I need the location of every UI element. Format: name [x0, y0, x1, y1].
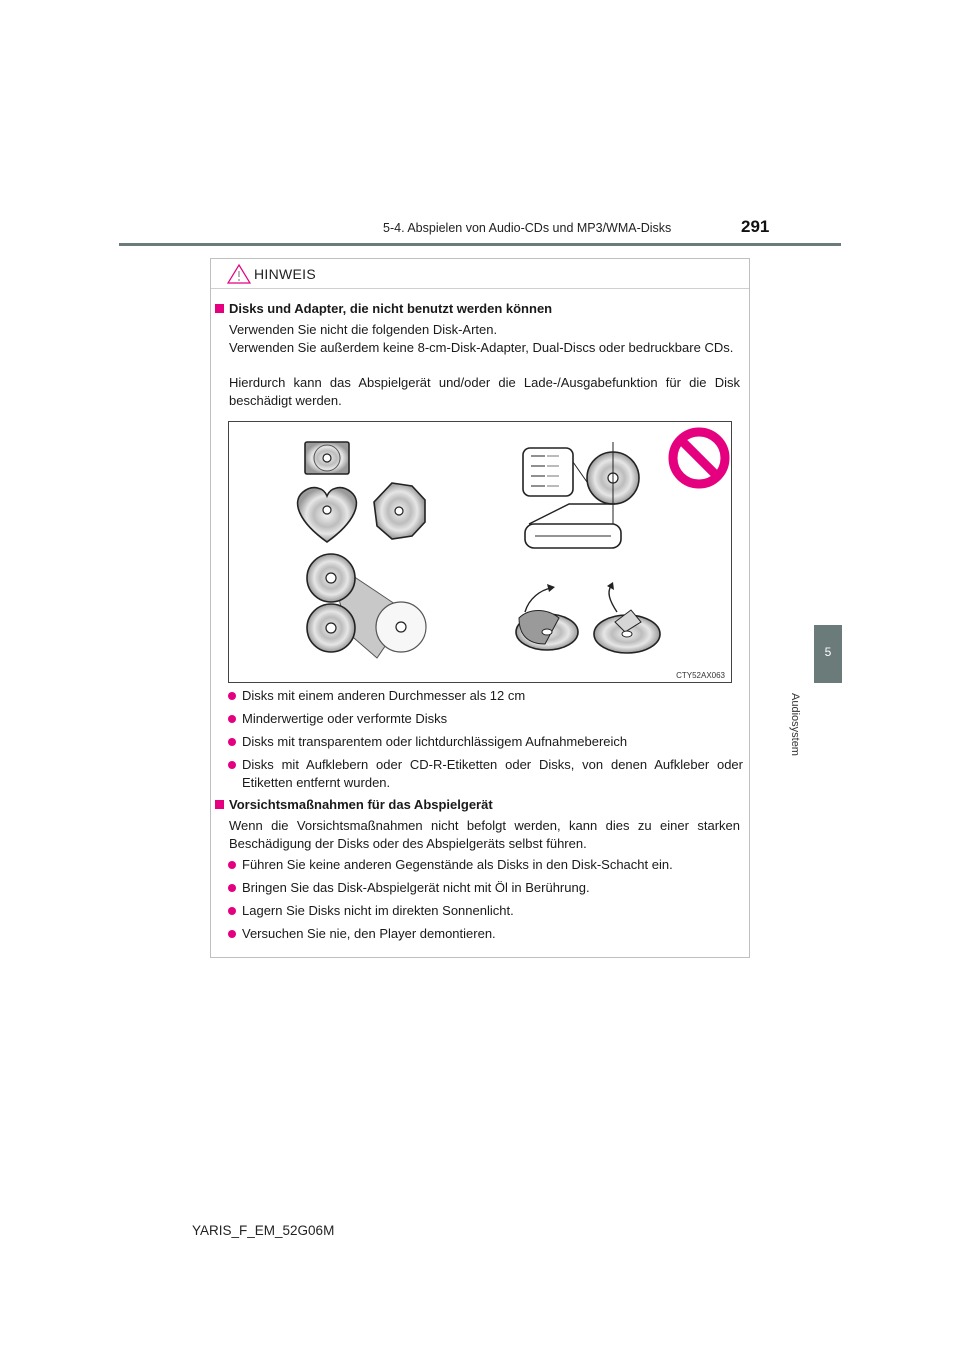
section1-paragraph2: Verwenden Sie außerdem keine 8-cm-Disk-Adapter, Dual-Discs oder bedruckbare CDs. [229, 340, 734, 355]
chapter-label-text: Audiosystem [789, 693, 801, 756]
section2-bullet-4: Versuchen Sie nie, den Player demontieren. [242, 926, 496, 941]
section1-bullet-4: Disks mit Aufklebern oder CD-R-Etiketten oder Disks, von denen Aufkleber oder Etiketten entfernt wurden. [242, 757, 743, 790]
bullet-dot [228, 692, 236, 700]
page-number: 291 [741, 217, 770, 236]
section-marker-square [215, 304, 224, 313]
section1-paragraph1: Verwenden Sie nicht die folgenden Disk-Arten. [229, 322, 498, 337]
section1-bullet-1: Disks mit einem anderen Durchmesser als 12 cm [242, 688, 526, 703]
disk-with-peeled-label-icon [594, 582, 660, 653]
bullet-dot [228, 930, 236, 938]
section2-paragraph: Wenn die Vorsichtsmaßnahmen nicht befolgt werden, kann dies zu einer starken Beschädigung der Disks oder des Abspielgeräts selbst führen. [229, 818, 740, 851]
warning-triangle-icon [227, 264, 251, 284]
bullet-dot [228, 761, 236, 769]
section2-heading: Vorsichtsmaßnahmen für das Abspielgerät [229, 797, 493, 812]
header-section-title: 5-4. Abspielen von Audio-CDs und MP3/WMA-Disks [383, 221, 672, 235]
polygon-shaped-disk-icon [374, 483, 425, 539]
section1-bullet-3: Disks mit transparentem oder lichtdurchlässigem Aufnahmebereich [242, 734, 628, 749]
bullet-dot [228, 861, 236, 869]
section2-bullet-2: Bringen Sie das Disk-Abspielgerät nicht mit Öl in Berührung. [242, 880, 590, 895]
translucent-disks-icon [307, 554, 426, 658]
unusable-disks-drawing [229, 422, 731, 682]
square-card-disk-icon [305, 442, 349, 474]
section1-paragraph3: Hierdurch kann das Abspielgerät und/oder die Lade-/Ausgabefunktion für die Disk beschädigt werden. [229, 375, 740, 408]
heart-shaped-disk-icon [298, 488, 357, 542]
section1-bullet-2: Minderwertige oder verformte Disks [242, 711, 448, 726]
prohibition-sign-icon [673, 432, 725, 484]
notice-header [211, 259, 749, 289]
unusable-disks-illustration [228, 421, 732, 683]
bullet-dot [228, 738, 236, 746]
header-rule [119, 243, 841, 246]
figure-code: CTY52AX063 [676, 671, 725, 680]
section2-bullet-1: Führen Sie keine anderen Gegenstände als Disks in den Disk-Schacht ein. [242, 857, 673, 872]
disk-with-sticker-icon [516, 584, 578, 650]
section-marker-square [215, 800, 224, 809]
bullet-dot [228, 715, 236, 723]
chapter-number: 5 [824, 645, 832, 659]
section2-bullet-3: Lagern Sie Disks nicht im direkten Sonnenlicht. [242, 903, 514, 918]
section1-heading: Disks und Adapter, die nicht benutzt werden können [229, 301, 553, 316]
bullet-dot [228, 907, 236, 915]
footer-document-code: YARIS_F_EM_52G06M [192, 1223, 335, 1238]
bullet-dot [228, 884, 236, 892]
chapter-tab[interactable] [814, 625, 842, 683]
notice-title: HINWEIS [254, 266, 316, 282]
labeled-disk-detail-icon [523, 442, 639, 548]
chapter-label [787, 693, 801, 773]
